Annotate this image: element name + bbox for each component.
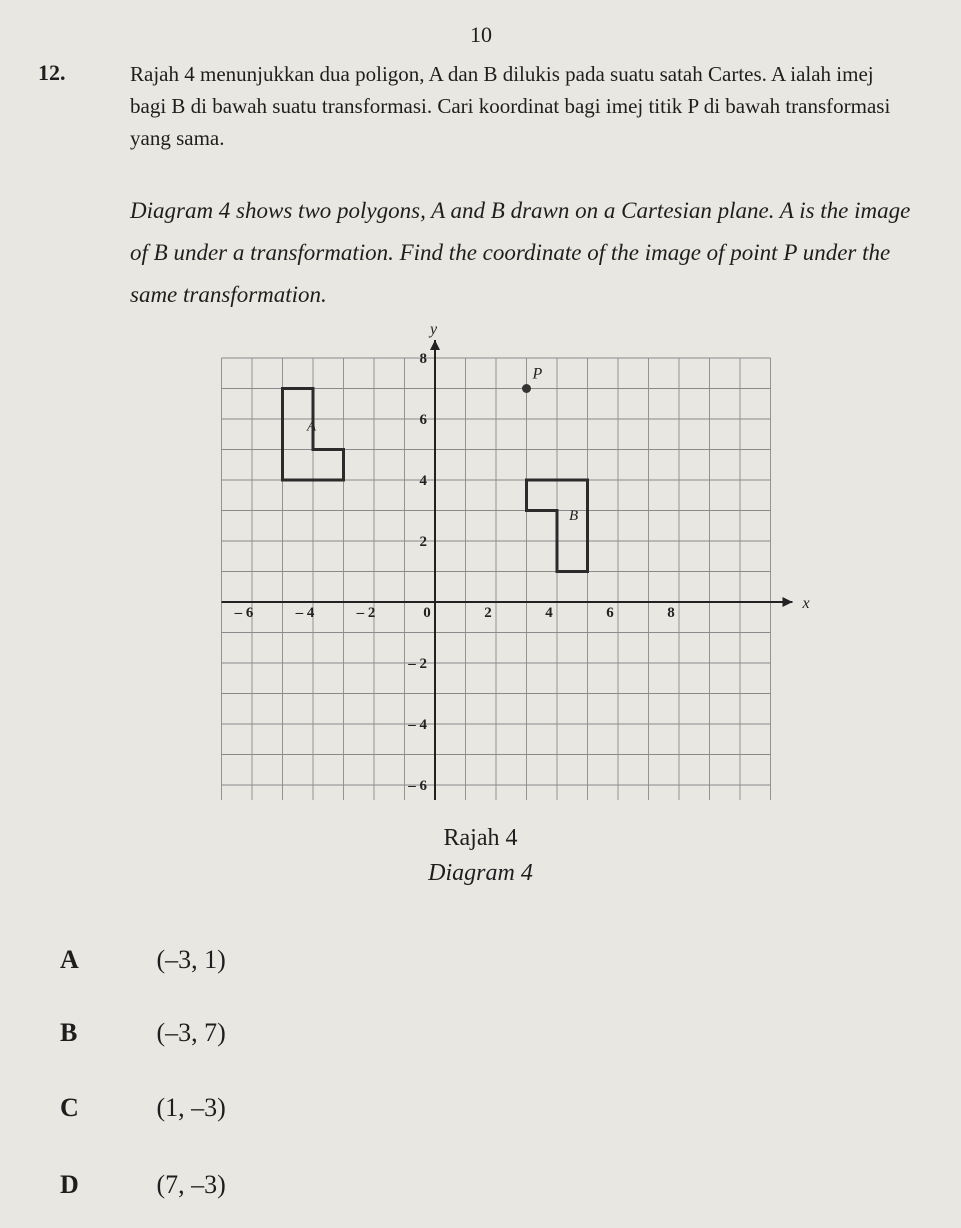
option-b[interactable] (60, 1018, 226, 1048)
x-tick-label: – 2 (356, 605, 376, 621)
x-tick-label: 4 (545, 605, 553, 621)
y-axis-arrow (430, 340, 440, 350)
caption-english: Diagram 4 (428, 860, 533, 886)
question-number: 12. (38, 60, 66, 85)
y-tick-label: 6 (419, 412, 427, 428)
option-letter: D (60, 1170, 79, 1199)
y-tick-label: 4 (419, 473, 427, 489)
option-value: (–3, 1) (156, 945, 226, 974)
option-value: (1, –3) (156, 1093, 226, 1122)
page-number: 10 (470, 22, 492, 47)
cartesian-plane (200, 320, 820, 800)
polygon-label-b: B (569, 507, 579, 524)
y-tick-label: 2 (419, 534, 427, 550)
x-tick-label: – 4 (295, 605, 315, 621)
x-tick-label: 6 (606, 605, 614, 621)
option-value: (7, –3) (156, 1170, 226, 1199)
option-c[interactable] (60, 1093, 226, 1123)
x-axis-label: x (802, 595, 810, 612)
option-letter: C (60, 1093, 79, 1122)
option-value: (–3, 7) (156, 1018, 226, 1047)
cartesian-diagram (200, 320, 820, 800)
question-text-english: Diagram 4 shows two polygons, A and B drawn on a Cartesian plane. A is the image of B under a transformation. Find the coordinate of the image of point P under the same transformation. (130, 198, 911, 307)
y-tick-label: – 2 (408, 656, 427, 672)
x-tick-label: 0 (423, 605, 431, 621)
option-letter: B (60, 1018, 78, 1047)
y-tick-label: 8 (419, 351, 427, 367)
x-tick-label: – 6 (234, 605, 254, 621)
caption-malay: Rajah 4 (443, 825, 518, 851)
option-d[interactable] (60, 1170, 226, 1200)
point-p-marker (522, 384, 531, 393)
x-axis-arrow (783, 597, 793, 607)
y-tick-label: – 6 (408, 778, 427, 794)
x-tick-label: 2 (484, 605, 492, 621)
y-tick-label: – 4 (408, 717, 427, 733)
question-text-malay: Rajah 4 menunjukkan dua poligon, A dan B dilukis pada suatu satah Cartes. A ialah imej bagi B di bawah suatu transformasi. Cari koordinat bagi imej titik P di bawah transformasi yang sama. (130, 62, 891, 150)
point-p-label: P (532, 365, 543, 383)
y-axis-label: y (430, 321, 438, 338)
x-tick-label: 8 (667, 605, 675, 621)
option-a[interactable] (60, 945, 226, 975)
polygon-label-a: A (307, 418, 317, 435)
option-letter: A (60, 945, 79, 974)
